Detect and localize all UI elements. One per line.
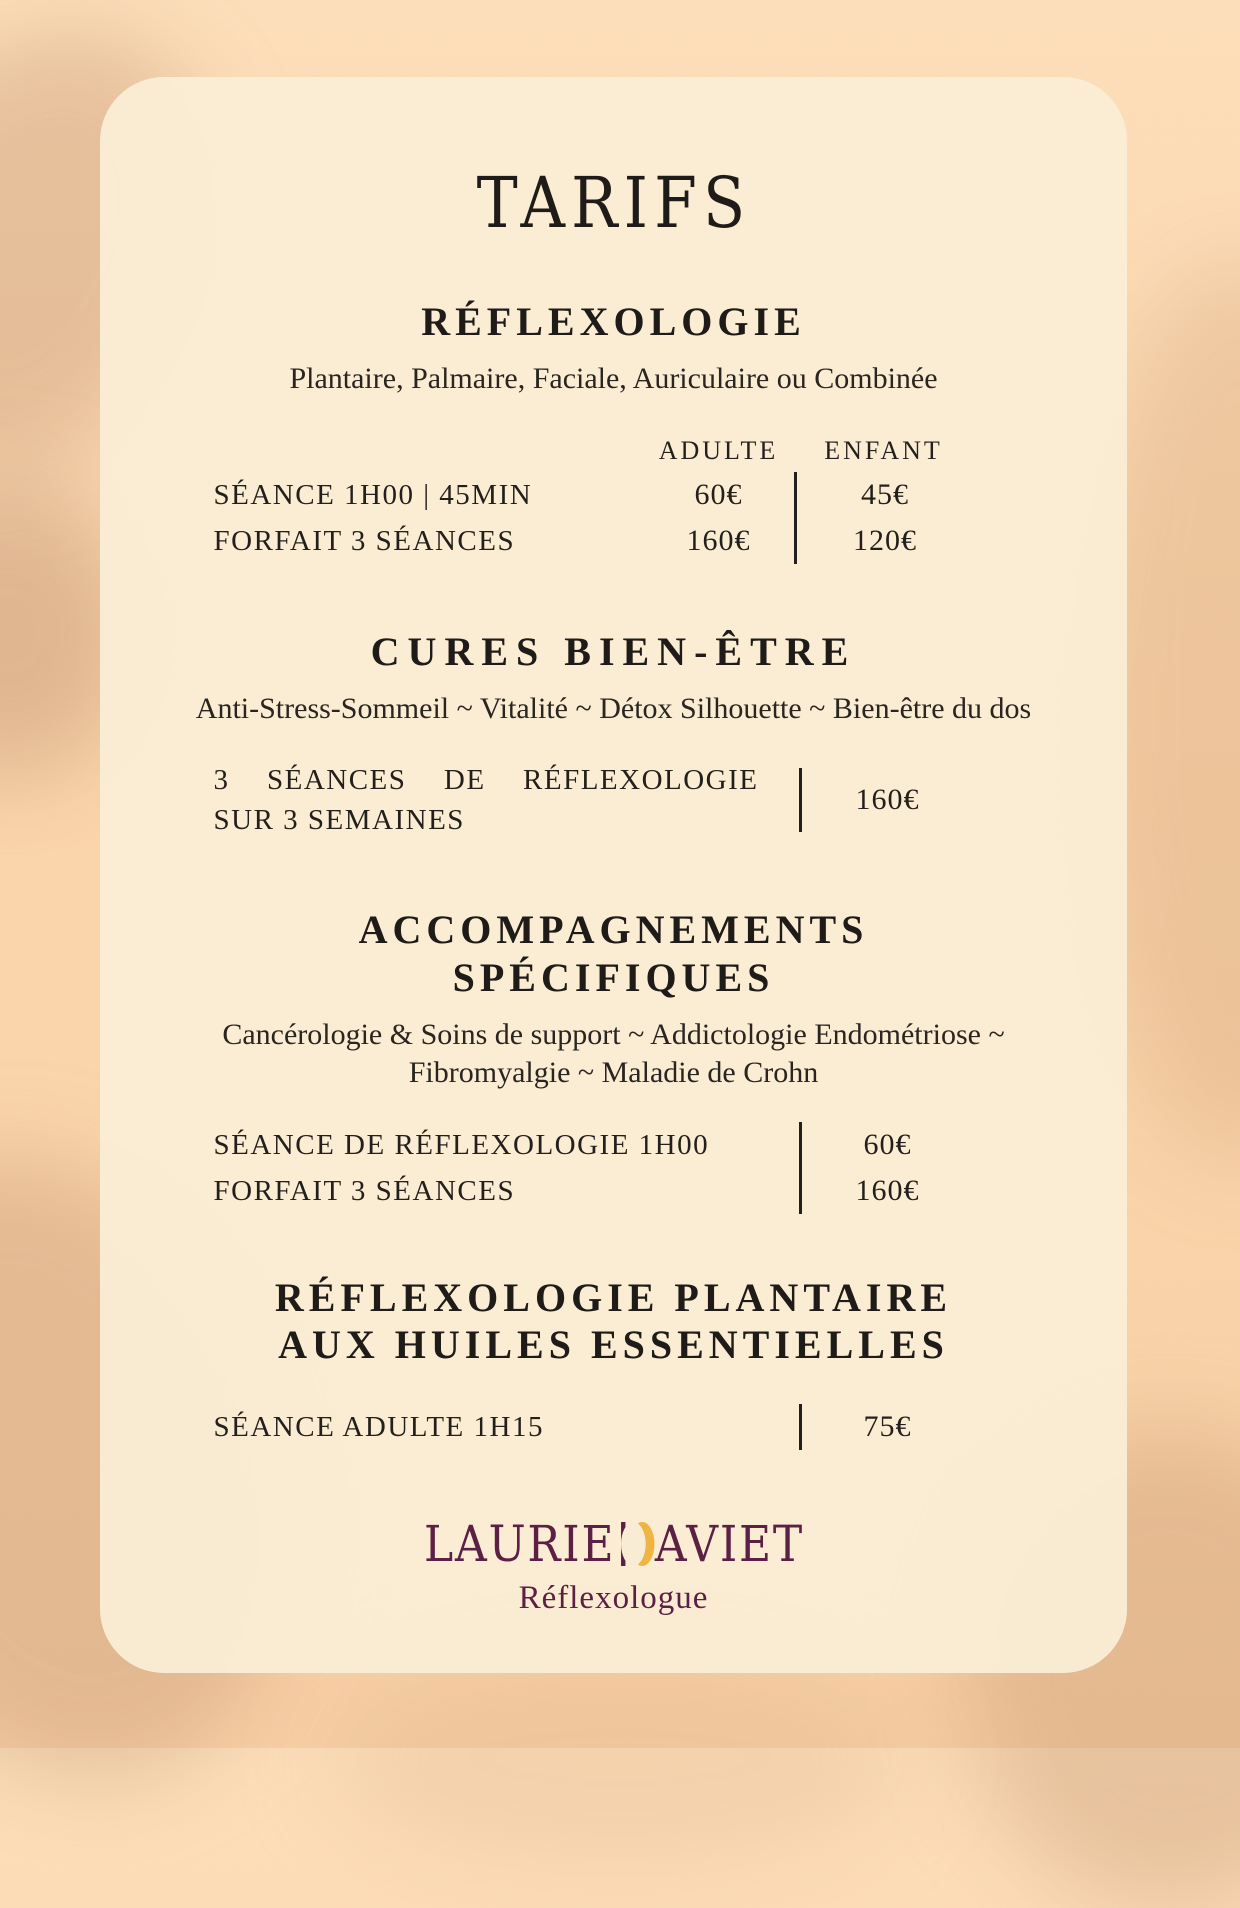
brand-name-post: AVIET	[654, 1515, 804, 1573]
huiles-heading-line2: AUX HUILES ESSENTIELLES	[278, 1322, 949, 1367]
accompagnements-row-forfait-label: FORFAIT 3 SÉANCES	[213, 1175, 516, 1207]
cures-row-label	[214, 758, 759, 842]
section-huiles-essentielles	[194, 1274, 1034, 1450]
cures-subtitle-line1: Anti-Stress-Sommeil ~ Vitalité ~ Détox	[195, 692, 673, 725]
section-cures-heading: CURES BIEN-ÊTRE	[370, 629, 857, 674]
reflexologie-price-table	[214, 430, 974, 564]
section-accompagnements-heading: ACCOMPAGNEMENTS SPÉCIFIQUES	[358, 907, 869, 1000]
section-cures-subtitle	[194, 690, 1034, 728]
gold-crescent-icon	[629, 1522, 654, 1566]
price-card-content	[194, 77, 1034, 1615]
cures-row-label-line2: SUR 3 SEMAINES	[213, 804, 465, 836]
section-reflexologie	[194, 298, 1034, 564]
price-seance-adulte: 60€	[694, 478, 743, 511]
row-label-seance: SÉANCE 1H00 | 45MIN	[213, 479, 533, 511]
row-spacer	[759, 1122, 799, 1168]
brand-name-pre: LAURIE	[423, 1515, 615, 1573]
row-spacer	[759, 1404, 799, 1450]
accompagnements-row-forfait-price: 160€	[799, 1168, 974, 1214]
section-huiles-heading	[194, 1274, 1034, 1368]
column-header-enfant: ENFANT	[824, 436, 943, 465]
accompagnements-price-group	[194, 1122, 1034, 1214]
accompagnements-subtitle-line1: Cancérologie & Soins de support ~ Addictologie	[222, 1018, 807, 1051]
accompagnements-row-seance-price: 60€	[799, 1122, 974, 1168]
brand-wordmark	[244, 1516, 983, 1572]
section-cures-bien-etre	[194, 628, 1034, 842]
section-accompagnements-subtitle	[194, 1016, 1034, 1092]
accompagnements-row-seance-label: SÉANCE DE RÉFLEXOLOGIE 1H00	[213, 1129, 710, 1161]
accompagnements-row-seance	[214, 1122, 974, 1168]
crescent-mask	[620, 1522, 645, 1566]
row-spacer	[759, 758, 799, 842]
brand-logo	[194, 1516, 1034, 1615]
brand-subtitle: Réflexologue	[518, 1580, 709, 1616]
row-spacer	[759, 1168, 799, 1214]
page-title: TARIFS	[476, 162, 751, 244]
background-shadow-bottom	[320, 1648, 920, 1868]
accompagnements-subtitle-line2: Endométriose ~ Fibromyalgie ~ Maladie de Crohn	[408, 1018, 1005, 1089]
price-forfait-enfant: 120€	[794, 518, 974, 564]
huiles-heading-line1: RÉFLEXOLOGIE PLANTAIRE	[274, 1275, 953, 1320]
cures-subtitle-line2: Silhouette ~ Bien-être du dos	[680, 692, 1032, 725]
cures-price: 160€	[799, 768, 974, 832]
price-card	[100, 77, 1127, 1673]
price-seance-enfant: 45€	[794, 472, 974, 518]
section-reflexologie-heading: RÉFLEXOLOGIE	[421, 299, 806, 344]
huiles-price-row	[214, 1404, 974, 1450]
cures-row-label-line1: 3 SÉANCES DE RÉFLEXOLOGIE	[213, 764, 759, 796]
section-reflexologie-subtitle: Plantaire, Palmaire, Faciale, Auriculaire ou Combinée	[289, 362, 938, 395]
column-header-adulte: ADULTE	[658, 436, 779, 465]
accompagnements-row-forfait	[214, 1168, 974, 1214]
cures-price-row	[214, 758, 974, 842]
huiles-price: 75€	[799, 1404, 974, 1450]
brand-letter-d-moon-icon	[620, 1522, 653, 1566]
price-forfait-adulte: 160€	[686, 524, 751, 557]
section-accompagnements	[194, 906, 1034, 1214]
huiles-row-label: SÉANCE ADULTE 1H15	[213, 1411, 544, 1443]
table-corner-blank	[214, 430, 644, 472]
row-label-forfait: FORFAIT 3 SÉANCES	[213, 525, 516, 557]
